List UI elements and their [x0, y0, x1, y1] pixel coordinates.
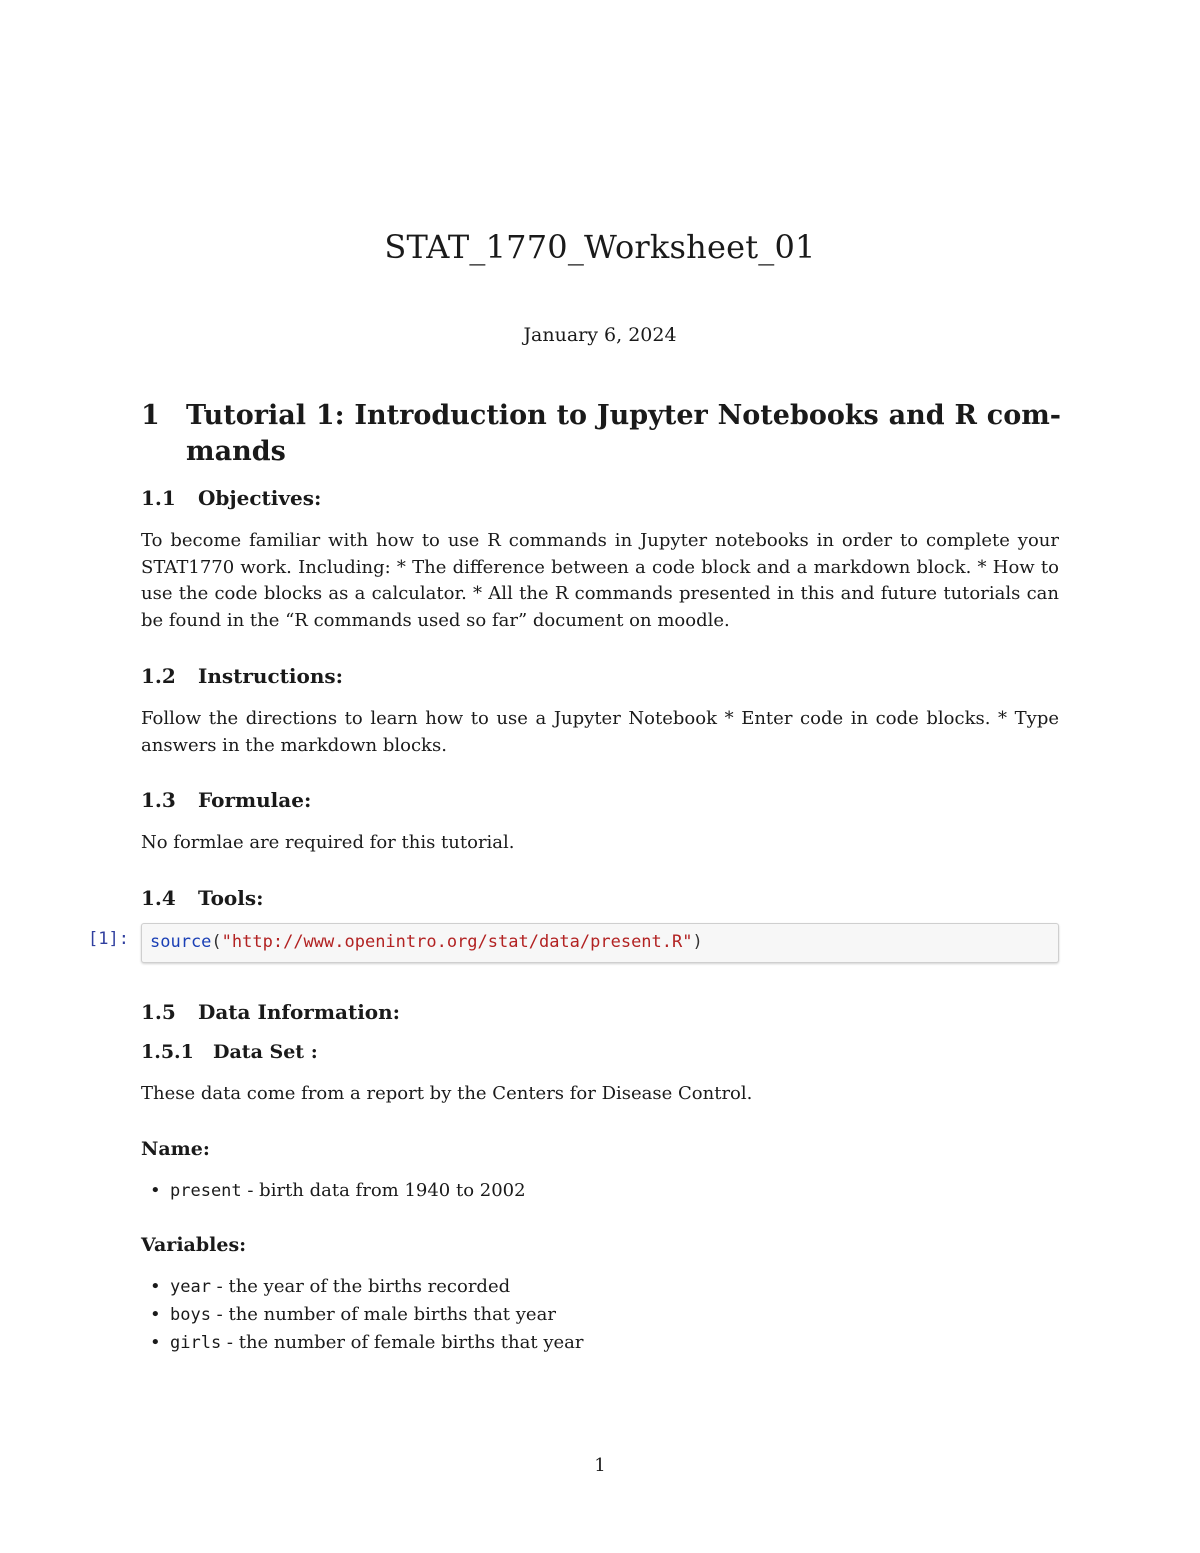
variable-description: - the number of male births that year [210, 1304, 556, 1325]
name-list [170, 1177, 526, 1205]
data-information-heading [141, 1000, 400, 1024]
code-cell[interactable] [141, 923, 1059, 963]
code-function: source [150, 932, 212, 952]
tools-heading [141, 886, 264, 910]
instructions-text: Follow the directions to learn how to use a Jupyter Notebook * Enter code in code blocks. * Type answers in the markdown blocks. [141, 708, 1059, 756]
variable-code: boys [170, 1305, 211, 1325]
formulae-heading [141, 788, 311, 812]
code-paren-close: ) [692, 932, 703, 952]
objectives-text: To become familiar with how to use R commands in Jupyter notebooks in order to complete your STAT1770 work. Including: * The difference between a code block and a markdown block. * How to use the code blocks as a calculator. * All the R commands presented in this and future tutorials can be found in the “R commands used so far” document on moodle. [141, 530, 1059, 631]
cell-execution-prompt: [1]: [88, 929, 129, 949]
code-string: "http://www.openintro.org/stat/data/present.R" [221, 932, 693, 952]
subsection-number: 1.3 [141, 788, 176, 812]
subsection-number: 1.1 [141, 486, 176, 510]
formulae-text: No formlae are required for this tutorial. [141, 832, 515, 853]
objectives-heading [141, 486, 321, 510]
variable-code: girls [170, 1333, 222, 1353]
list-item [170, 1329, 583, 1357]
subsection-title: Instructions: [198, 664, 344, 688]
subsection-number: 1.4 [141, 886, 176, 910]
document-date: January 6, 2024 [523, 324, 677, 346]
subsubsection-title: Data Set : [213, 1041, 318, 1063]
dataset-name-code: present [170, 1181, 242, 1201]
code-line [150, 932, 703, 952]
dataset-name-description: - birth data from 1940 to 2002 [241, 1180, 526, 1201]
variable-description: - the number of female births that year [221, 1332, 584, 1353]
subsection-number: 1.5 [141, 1000, 176, 1024]
data-set-text: These data come from a report by the Centers for Disease Control. [141, 1083, 753, 1104]
document-title: STAT_1770_Worksheet_01 [384, 228, 816, 266]
list-item [170, 1273, 583, 1301]
subsection-title: Objectives: [198, 486, 322, 510]
variables-label: Variables: [141, 1234, 247, 1256]
section-title: Tutorial 1: Introduction to Jupyter Notebooks and R com- mands [186, 400, 1061, 467]
code-paren-open: ( [211, 932, 222, 952]
instructions-heading [141, 664, 343, 688]
list-item [170, 1301, 583, 1329]
subsection-title: Tools: [198, 886, 264, 910]
section-number: 1 [141, 400, 160, 431]
subsection-title: Formulae: [198, 788, 312, 812]
variable-description: - the year of the births recorded [210, 1276, 511, 1297]
subsection-number: 1.2 [141, 664, 176, 688]
page-number: 1 [594, 1455, 606, 1476]
subsection-title: Data Information: [198, 1000, 401, 1024]
subsubsection-number: 1.5.1 [141, 1041, 194, 1063]
variable-code: year [170, 1277, 211, 1297]
variables-list [170, 1273, 583, 1357]
name-label: Name: [141, 1138, 210, 1160]
data-set-heading [141, 1041, 318, 1063]
list-item [170, 1177, 526, 1205]
